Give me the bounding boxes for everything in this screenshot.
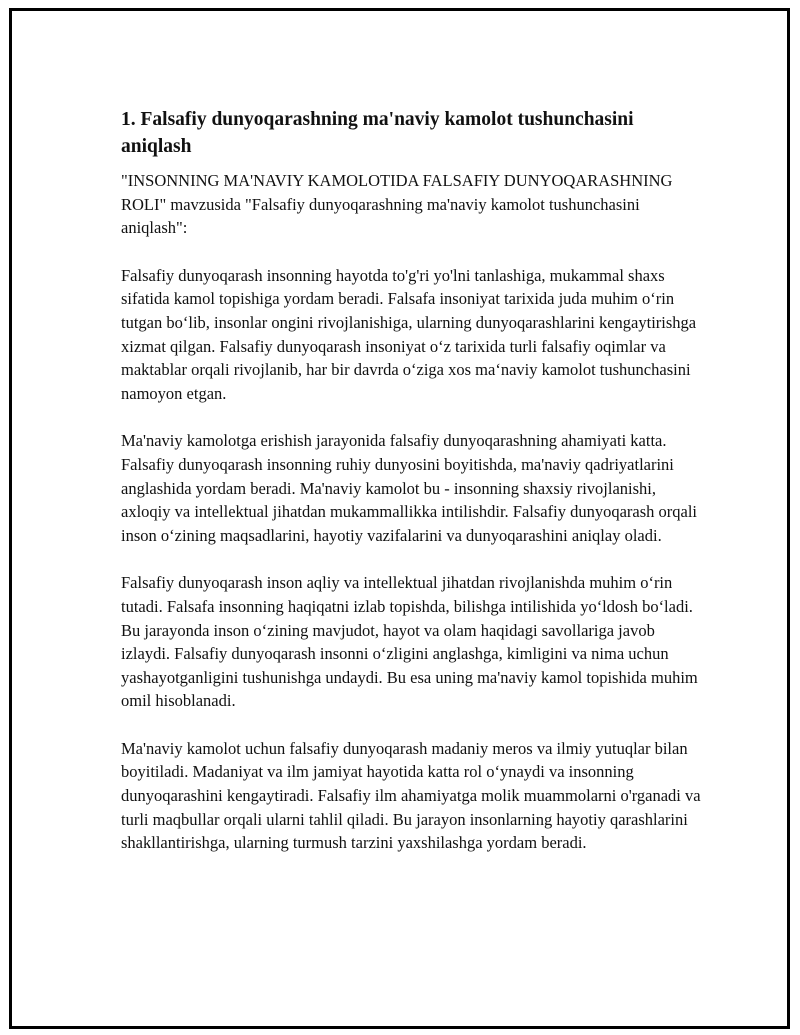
body-paragraph-1: Falsafiy dunyoqarash insonning hayotda to'g'ri yo'lni tanlashiga, mukammal shaxs sifatida kamol topishiga yordam beradi. Falsafa insoniyat tarixida juda muhim oʻrin tutgan boʻlib, insonlar ongini rivojlanishiga, ularning dunyoqarashlarini kengaytirishga xizmat qilgan. Falsafiy dunyoqarash insoniyat oʻz tarixida turli falsafiy oqimlar va maktablar orqali rivojlanib, har bir davrda oʻziga xos maʻnaviy kamolot tushunchasini namoyon etgan.: [121, 265, 697, 403]
document-content: [121, 106, 701, 855]
section-heading: 1. Falsafiy dunyoqarashning ma'naviy kamolot tushunchasini aniqlash: [121, 109, 634, 157]
body-paragraph-2: Ma'naviy kamolotga erishish jarayonida falsafiy dunyoqarashning ahamiyati katta. Falsafiy dunyoqarash insonning ruhiy dunyosini boyitishda, ma'naviy qadriyatlarini anglashida yordam beradi. Ma'naviy kamolot bu - insonning shaxsiy rivojlanishi, axloqiy va intellektual jihatdan mukammallikka intilishdir. Falsafiy dunyoqarash orqali inson oʻzining maqsadlarini, hayotiy vazifalarini va dunyoqarashini aniqlay oladi.: [121, 431, 698, 545]
body-paragraph-4: Ma'naviy kamolot uchun falsafiy dunyoqarash madaniy meros va ilmiy yutuqlar bilan boyitiladi. Madaniyat va ilm jamiyat hayotida katta rol oʻynaydi va insonning dunyoqarashini kengaytiradi. Falsafiy ilm ahamiyatga molik muammolarni o'rganadi va turli maqbullar orqali ularni tahlil qiladi. Bu jarayon insonlarning hayotiy qarashlarini shakllantirishga, ularning turmush tarzini yaxshilashga yordam beradi.: [121, 738, 701, 853]
body-paragraph-3: Falsafiy dunyoqarash inson aqliy va intellektual jihatdan rivojlanishda muhim oʻrin tutadi. Falsafa insonning haqiqatni izlab topishda, bilishga intilishida yoʻldosh boʻladi. Bu jarayonda inson oʻzining mavjudot, hayot va olam haqidagi savollariga javob izlaydi. Falsafiy dunyoqarash insonni oʻzligini anglashga, kimligini va nima uchun yashayotganligini tushunishga undaydi. Bu esa uning ma'naviy kamol topishida muhim omil hisoblanadi.: [121, 573, 698, 711]
intro-paragraph: "INSONNING MA'NAVIY KAMOLOTIDA FALSAFIY DUNYOQARASHNING ROLI" mavzusida "Falsafiy dunyoqarashning ma'naviy kamolot tushunchasini aniqlash":: [121, 171, 673, 238]
page-frame: [9, 8, 790, 1029]
